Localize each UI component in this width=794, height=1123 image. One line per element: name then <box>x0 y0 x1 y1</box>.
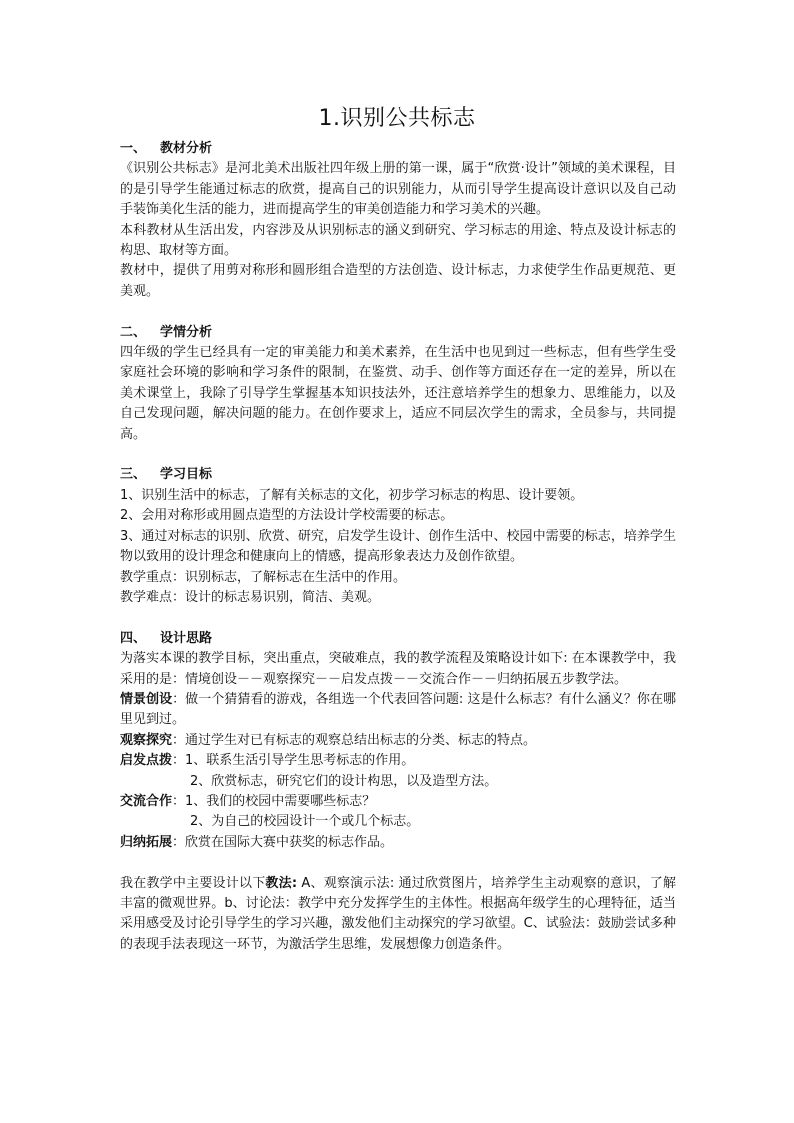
paragraph: 本科教材从生活出发，内容涉及从识别标志的涵义到研究、学习标志的用途、特点及设计标志的构思、取材等方面。 <box>120 222 676 259</box>
section-number: 二、 <box>120 324 147 340</box>
section-number: 三、 <box>120 467 147 483</box>
step-text: ：通过学生对已有标志的观察总结出标志的分类、标志的特点。 <box>172 732 537 748</box>
step-item <box>120 833 676 853</box>
teaching-difficulty: 教学难点：设计的标志易识别，简洁、美观。 <box>120 589 381 605</box>
step-item <box>120 731 676 751</box>
objective-item: 1、识别生活中的标志，了解有关标志的文化，初步学习标志的构思、设计要领。 <box>120 487 584 503</box>
paragraph: 四年级的学生已经具有一定的审美能力和美术素养，在生活中也见到过一些标志，但有些学生受家庭社会环境的影响和学习条件的限制，在鉴赏、动手、创作等方面还存在一定的差异，所以在美术课堂上，我除了引导学生掌握基本知识技法外，还注意培养学生的想象力、思维能力，以及自己发现问题，解决问题的能力。在创作要求上，适应不同层次学生的需求，全员参与，共同提高。 <box>120 345 676 442</box>
objective-item: 3、通过对标志的识别、欣赏、研究，启发学生设计、创作生活中、校园中需要的标志，培养学生物以致用的设计理念和健康向上的情感，提高形象表达力及创作欲望。 <box>120 528 676 565</box>
section-heading-4 <box>120 629 676 649</box>
paragraph: 《识别公共标志》是河北美术出版社四年级上册的第一课，属于“欣赏·设计”领域的美术课程，目的是引导学生能通过标志的欣赏，提高自己的识别能力，从而引导学生提高设计意识以及自己动手装饰美化生活的能力，进而提高学生的审美创造能力和学习美术的兴趣。 <box>120 161 676 218</box>
section-title: 学习目标 <box>160 467 213 483</box>
step-item <box>120 751 676 771</box>
step-subitem: 2、为自己的校园设计一个或几个标志。 <box>190 814 420 830</box>
step-item <box>120 792 676 812</box>
step-label: 交流合作 <box>120 793 173 809</box>
step-label: 启发点拨 <box>120 753 173 769</box>
step-text: ：1、我们的校园中需要哪些标志？ <box>172 793 376 809</box>
section-title: 设计思路 <box>160 630 213 646</box>
method-text: A、观察演示法: 通过欣赏图片，培养学生主动观察的意识，了解丰富的微观世界。b、讨论法：教学中充分发挥学生的主体性。根据高年级学生的心理特征，适当采用感受及讨论引导学生的学习兴趣，激发他们主动探究的学习欲望。C、试验法：鼓励尝试多种的表现手法表现这一环节，为激活学生思维，发展想像力创造条件。 <box>120 875 676 952</box>
section-heading-3 <box>120 465 676 485</box>
section-title: 学情分析 <box>160 324 213 340</box>
step-label: 观察探究 <box>120 732 173 748</box>
step-text: ：做一个猜猜看的游戏，各组选一个代表回答问题: 这是什么标志？有什么涵义？你在哪里见到过。 <box>120 691 676 728</box>
method-label: 教法: <box>265 875 298 891</box>
document-body <box>120 139 676 955</box>
section-heading-2 <box>120 323 676 343</box>
step-text: ：1、联系生活引导学生思考标志的作用。 <box>172 753 415 769</box>
paragraph: 为落实本课的教学目标，突出重点，突破难点，我的教学流程及策略设计如下: 在本课教学中，我采用的是：情境创设－－观察探究－－启发点拨－－交流合作－－归纳拓展五步教学法。 <box>120 651 676 687</box>
document-title: 1.识别公共标志 <box>318 106 476 131</box>
section-number: 一、 <box>120 141 147 156</box>
section-title: 教材分析 <box>160 141 213 156</box>
step-item <box>120 690 676 731</box>
teaching-focus: 教学重点：识别标志，了解标志在生活中的作用。 <box>120 569 407 585</box>
step-label: 归纳拓展 <box>120 834 173 850</box>
objective-item: 2、会用对称形或用圆点造型的方法设计学校需要的标志。 <box>120 508 454 524</box>
step-text: ：欣赏在国际大赛中获奖的标志作品。 <box>172 834 394 850</box>
teaching-methods-paragraph <box>120 874 676 956</box>
step-subitem: 2、欣赏标志，研究它们的设计构思，以及造型方法。 <box>190 773 498 789</box>
section-number: 四、 <box>120 630 147 646</box>
paragraph: 教材中，提供了用剪对称形和圆形组合造型的方法创造、设计标志，力求使学生作品更规范、更美观。 <box>120 263 676 299</box>
step-label: 情景创设 <box>120 691 173 707</box>
method-intro: 我在教学中主要设计以下 <box>120 875 266 891</box>
section-heading-1 <box>120 139 676 159</box>
